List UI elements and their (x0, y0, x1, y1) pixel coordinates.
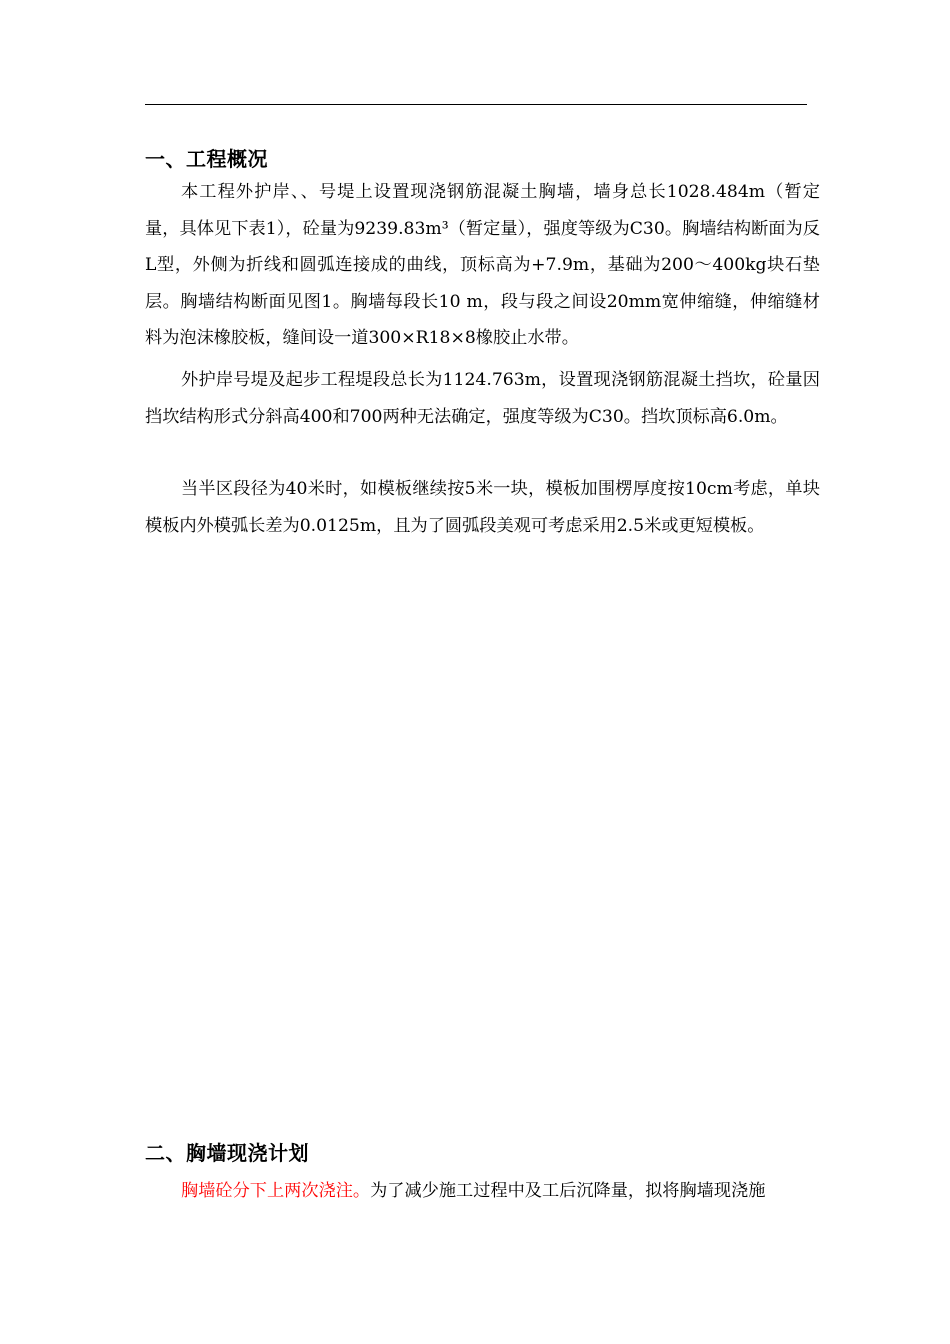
highlighted-text: 胸墙砼分下上两次浇注。 (181, 1181, 371, 1201)
paragraph-casting-plan (145, 1173, 820, 1210)
paragraph-text: 为了减少施工过程中及工后沉降量，拟将胸墙现浇施 (370, 1181, 766, 1201)
paragraph-retaining-sill: 外护岸号堤及起步工程堤段总长为1124.763m，设置现浇钢筋混凝土挡坎，砼量因挡坎结构形式分斜高400和700两种无法确定，强度等级为C30。挡坎顶标高6.0m。 (145, 370, 820, 427)
paragraph-formwork-note: 当半区段径为40米时，如模板继续按5米一块，模板加围楞厚度按10cm考虑，单块模板内外模弧长差为0.0125m，且为了圆弧段美观可考虑采用2.5米或更短模板。 (145, 479, 820, 536)
section-heading-overview: 一、工程概况 (145, 147, 268, 171)
header-rule (145, 104, 807, 105)
paragraph-chest-wall-overview: 本工程外护岸、、号堤上设置现浇钢筋混凝土胸墙，墙身总长1028.484m（暂定量，具体见下表1），砼量为9239.83m³（暂定量），强度等级为C30。胸墙结构断面为反L型，外侧为折线和圆弧连接成的曲线，顶标高为+7.9m，基础为200～400kg块石垫层。胸墙结构断面见图1。胸墙每段长10 m，段与段之间设20mm宽伸缩缝，伸缩缝材料为泡沫橡胶板，缝间设一道300×R18×8橡胶止水带。 (145, 182, 820, 348)
section-heading-casting-plan: 二、胸墙现浇计划 (145, 1141, 309, 1165)
